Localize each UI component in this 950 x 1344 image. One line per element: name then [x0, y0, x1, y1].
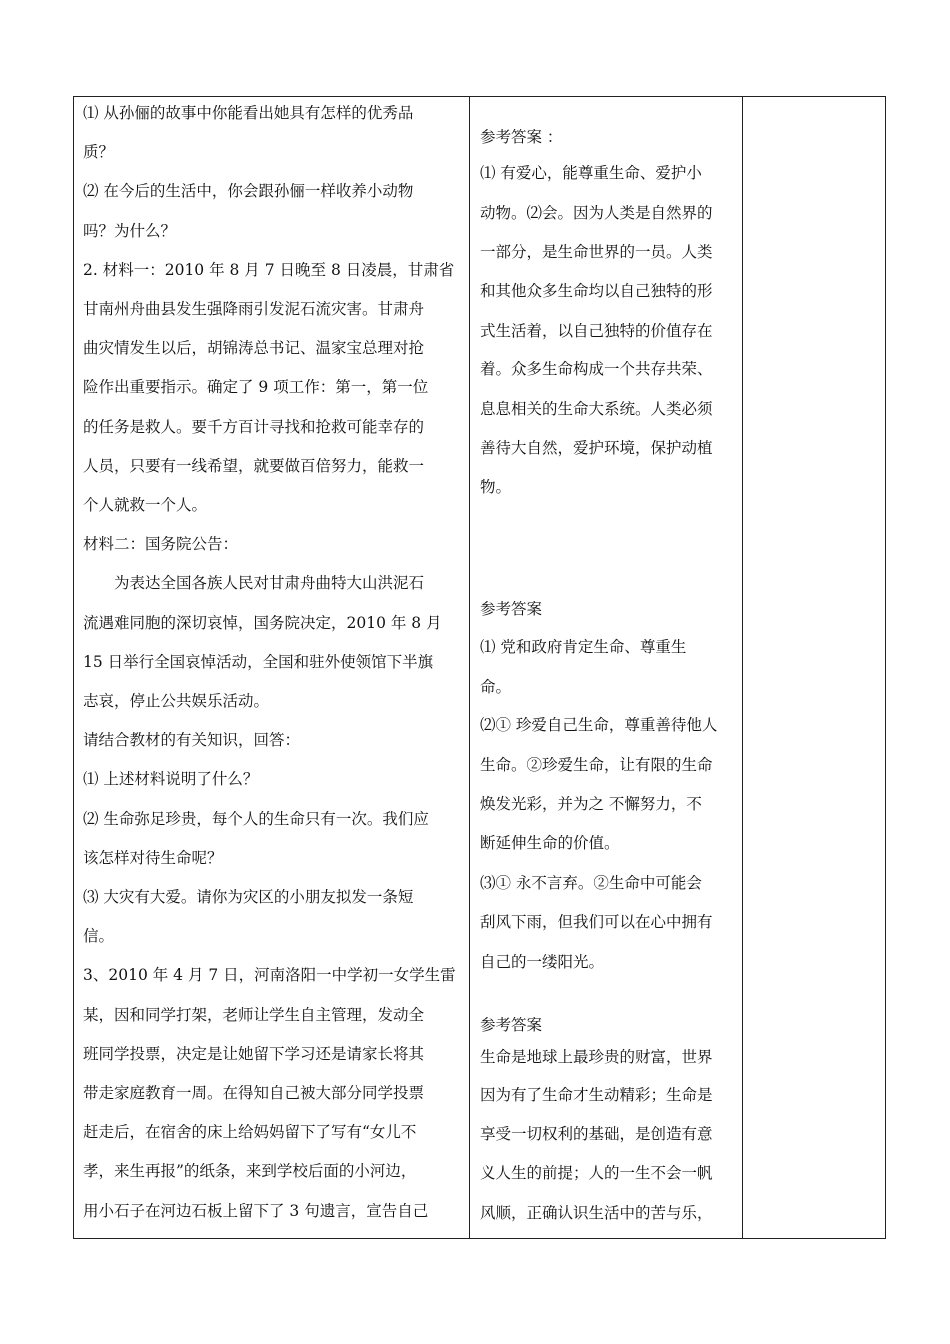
answer-text-line: 动物。⑵会。因为人类是自然界的: [480, 204, 713, 222]
question-text-line: 曲灾情发生以后，胡锦涛总书记、温家宝总理对抢: [83, 339, 425, 358]
question-text-line: 3、2010 年 4 月 7 日，河南洛阳一中学初一女学生雷: [83, 966, 456, 985]
question-text-line: 个人就救一个人。: [83, 496, 208, 514]
answer-text-line: 式生活着，以自己独特的价值存在: [480, 322, 713, 340]
answer-text-line: 自己的一缕阳光。: [480, 953, 605, 971]
answer-text-line: ⑶① 永不言弃。②生命中可能会: [480, 874, 702, 892]
answer-text-line: 物。: [480, 478, 512, 496]
question-text-line: 流遇难同胞的深切哀悼，国务院决定，2010 年 8 月: [83, 613, 442, 632]
question-text-line: 某，因和同学打架，老师让学生自主管理，发动全: [83, 1005, 425, 1024]
answer-text-line: 善待大自然，爱护环境，保护动植: [480, 439, 713, 457]
question-text-line: 15 日举行全国哀悼活动，全国和驻外使领馆下半旗: [83, 652, 434, 671]
answer-text-line: 生命是地球上最珍贵的财富，世界: [480, 1048, 713, 1066]
answer-text-line: 生命。②珍爱生命，让有限的生命: [480, 756, 713, 774]
question-text-line: 信。: [83, 927, 115, 946]
answer-text-line: 享受一切权利的基础，是创造有意: [480, 1125, 713, 1143]
question-text-line: 孝，来生再报”的纸条，来到学校后面的小河边，: [83, 1162, 417, 1181]
answer-text-line: ⑴ 党和政府肯定生命、尊重生: [480, 638, 687, 656]
question-text-line: 志哀，停止公共娱乐活动。: [83, 692, 270, 710]
answer-text-line: 焕发光彩，并为之 不懈努力，不: [480, 795, 702, 813]
question-text-line: 吗？为什么？: [83, 221, 177, 240]
question-text-line: 人员，只要有一线希望，就要做百倍努力，能救一: [83, 456, 425, 475]
question-text-line: 用小石子在河边石板上留下了 3 句遗言，宣告自己: [83, 1201, 429, 1220]
answer-text-line: 和其他众多生命均以自己独特的形: [480, 282, 713, 300]
answer-text-line: 命。: [480, 678, 512, 696]
question-text-line: 赶走后，在宿舍的床上给妈妈留下了写有“女儿不: [83, 1123, 417, 1142]
answer-text-line: 断延伸生命的价值。: [480, 834, 620, 852]
question-text-line: 带走家庭教育一周。在得知自己被大部分同学投票: [83, 1084, 425, 1102]
answer-text-line: 义人生的前提；人的一生不会一帆: [480, 1164, 713, 1182]
answer-text-line: 一部分，是生命世界的一员。人类: [480, 243, 713, 261]
question-text-line: 质？: [83, 143, 115, 162]
question-text-line: ⑴ 上述材料说明了什么？: [83, 770, 259, 789]
column-divider: [469, 97, 470, 1238]
question-text-line: ⑵ 在今后的生活中，你会跟孙俪一样收养小动物: [83, 182, 414, 201]
question-text-line: 险作出重要指示。确定了 9 项工作：第一，第一位: [83, 378, 429, 397]
answer-text-line: 参考答案 ：: [480, 128, 563, 146]
column-divider: [742, 97, 743, 1238]
question-text-line: 请结合教材的有关知识，回答：: [83, 731, 301, 750]
answer-text-line: ⑴ 有爱心，能尊重生命、爱护小: [480, 164, 702, 182]
question-text-line: 2. 材料一：2010 年 8 月 7 日晚至 8 日凌晨，甘肃省: [83, 260, 455, 279]
question-text-line: 材料二：国务院公告：: [83, 535, 239, 554]
answer-text-line: 因为有了生命才生动精彩；生命是: [480, 1086, 713, 1104]
question-text-line: 的任务是救人。要千方百计寻找和抢救可能幸存的: [83, 417, 425, 436]
question-text-line: 班同学投票，决定是让她留下学习还是请家长将其: [83, 1044, 425, 1063]
answer-text-line: 息息相关的生命大系统。人类必须: [480, 400, 713, 418]
answer-text-line: 参考答案: [480, 1016, 543, 1034]
question-text-line: 该怎样对待生命呢？: [83, 848, 223, 867]
question-text-line: ⑶ 大灾有大爱。请你为灾区的小朋友拟发一条短: [83, 888, 414, 906]
answer-text-line: 着。众多生命构成一个共存共荣、: [480, 360, 713, 378]
question-text-line: ⑵ 生命弥足珍贵，每个人的生命只有一次。我们应: [83, 809, 429, 828]
answer-text-line: ⑵① 珍爱自己生命，尊重善待他人: [480, 716, 718, 734]
question-text-line: ⑴ 从孙俪的故事中你能看出她具有怎样的优秀品: [83, 104, 414, 122]
question-text-line: 甘南州舟曲县发生强降雨引发泥石流灾害。甘肃舟: [83, 300, 425, 318]
answer-text-line: 刮风下雨，但我们可以在心中拥有: [480, 913, 713, 931]
answer-text-line: 参考答案: [480, 600, 543, 618]
answer-text-line: 风顺，正确认识生活中的苦与乐，: [480, 1204, 713, 1222]
question-text-line: 为表达全国各族人民对甘肃舟曲特大山洪泥石: [83, 574, 425, 593]
document-table: [73, 96, 886, 1239]
